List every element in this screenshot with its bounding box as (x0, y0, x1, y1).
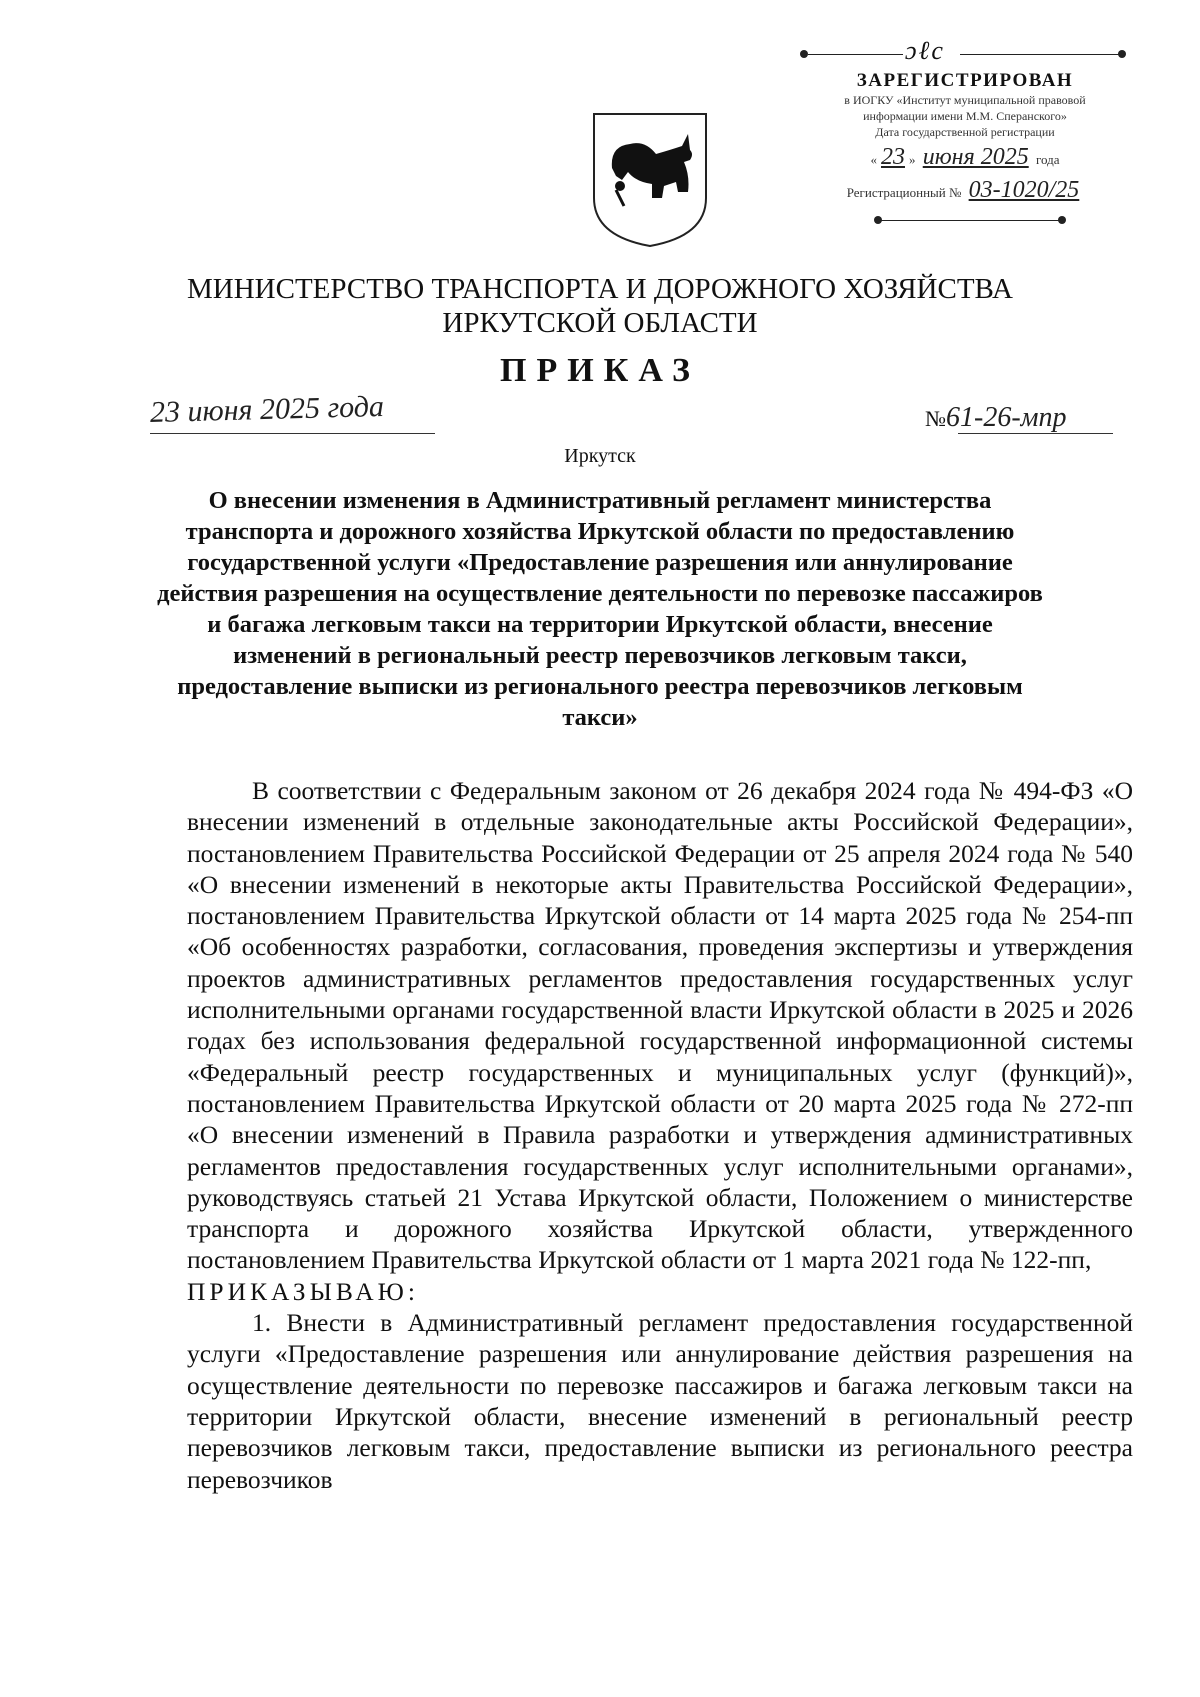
stamp-institute-line: информации имени М.М. Сперанского» (863, 109, 1067, 123)
item-1-paragraph: 1. Внести в Административный регламент предоставления государственной услуги «Предоставление разрешения или аннулирование действия разрешения на осуществление деятельности по перевозке пассажиров и багажа легковым такси на территории Иркутской области, внесение изменений в региональный реестр перевозчиков легковым такси, предоставление выписки из регионального реестра перевозчиков (187, 1308, 1133, 1494)
ministry-name: МИНИСТЕРСТВО ТРАНСПОРТА И ДОРОЖНОГО ХОЗЯЙСТВА ИРКУТСКОЙ ОБЛАСТИ (186, 273, 1014, 339)
order-heading: О внесении изменения в Административный регламент министерства транспорта и дорожного хозяйства Иркутской области по предоставлению государственной услуги «Предоставление разрешения или аннулирование действия разрешения на осуществление деятельности по перевозке пассажиров и багажа легковым такси на территории Иркутской области, внесение изменений в региональный реестр перевозчиков легковым такси, предоставление выписки из регионального реестра перевозчиков легковым такси» (157, 487, 1043, 731)
stamp-signature: ɔℓc (905, 36, 945, 65)
order-title: ПРИКАЗ (500, 352, 700, 389)
stamp-institute-line: в ИОГКУ «Институт муниципальной правовой (844, 93, 1086, 107)
order-number-underline (958, 433, 1113, 434)
city: Иркутск (564, 445, 636, 467)
stamp-date-label: Дата государственной регистрации (875, 125, 1055, 139)
order-number: №61-26-мпр (925, 402, 1067, 433)
stamp-registration-number: Регистрационный № 03-1020/25 (846, 177, 1080, 203)
order-body (187, 775, 1133, 1495)
registration-stamp (800, 36, 1130, 230)
order-date: 23 июня 2025 года (149, 389, 385, 430)
prikazyvayu-label: ПРИКАЗЫВАЮ: (187, 1276, 419, 1306)
stamp-title: ЗАРЕГИСТРИРОВАН (856, 70, 1074, 91)
preamble-paragraph: В соответствии с Федеральным законом от 26 декабря 2024 года № 494-ФЗ «О внесении изменений в отдельные законодательные акты Российской Федерации», постановлением Правительства Российской Федерации от 25 апреля 2024 года № 540 «О внесении изменений в некоторые акты Правительства Российской Федерации», постановлением Правительства Иркутской области от 14 марта 2025 года № 254-пп «Об особенностях разработки, согласования, проведения экспертизы и утверждения проектов административных регламентов предоставления государственных услуг исполнительными органами государственной власти Иркутской области в 2025 и 2026 годах без использования федеральной государственной информационной системы «Федеральный реестр государственных и муниципальных услуг (функций)», постановлением Правительства Иркутской области от 20 марта 2025 года № 272-пп «О внесении изменений в Правила разработки и утверждения административных регламентов предоставления государственных услуг исполнительными органами», руководствуясь статьей 21 Устава Иркутской области, Положением о министерстве транспорта и дорожного хозяйства Иркутской области, утвержденного постановлением Правительства Иркутской области от 1 марта 2021 года № 122-пп, (187, 776, 1133, 1275)
stamp-bottom-decoration (800, 212, 1130, 230)
stamp-top-decoration (800, 36, 1130, 66)
coat-of-arms-icon (590, 110, 710, 250)
stamp-registration-date: « 23 » июня 2025 года (870, 144, 1060, 170)
order-date-underline (150, 433, 435, 434)
